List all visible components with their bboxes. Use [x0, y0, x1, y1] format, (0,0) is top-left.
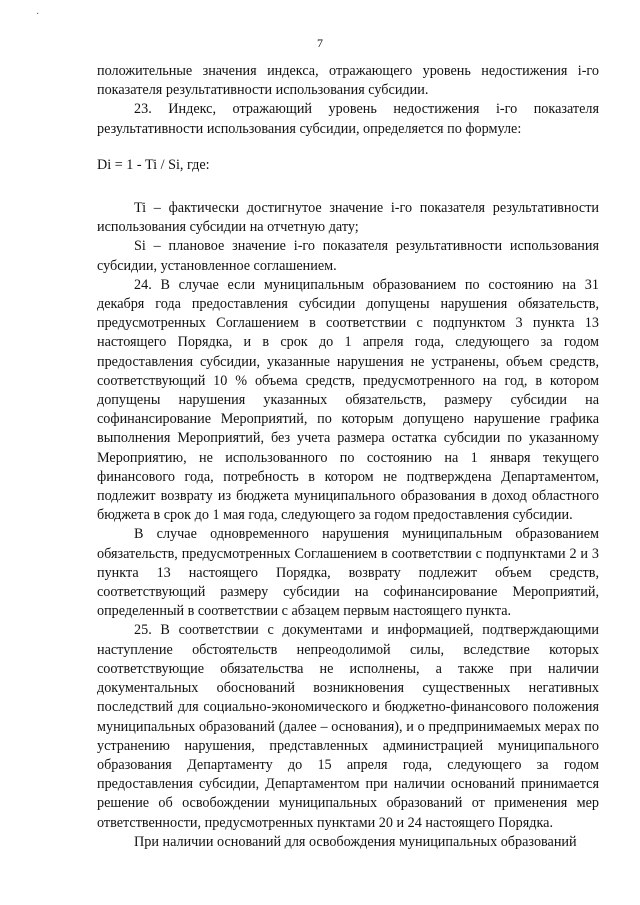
paragraph-24: 24. В случае если муниципальным образованием по состоянию на 31 декабря года предоставления субсидии допущены нарушения обязательств, предусмотренных Соглашением в соответствии с подпунктом 3 пункта 13 настоящего Порядка, и в срок до 1 апреля года, следующего за годом предоставления субсидии, указанные нарушения не устранены, объем средств, соответствующий 10 % объема средств, предусмотренного на год, в котором допущены нарушения указанных обязательств, размеру субсидии на софинансирование Мероприятий, по которым допущено нарушение графика выполнения Мероприятий, без учета размера остатка субсидии по указанному Мероприятию, не использованного по состоянию на 1 января текущего финансового года, потребность в котором не подтверждена Департаментом, подлежит возврату из бюджета муниципального образования в доход областного бюджета в срок до 1 мая года, следующего за годом предоставления субсидии.	[97, 276, 599, 524]
corner-mark: ·	[36, 9, 40, 20]
paragraph-23: 23. Индекс, отражающий уровень недостижения i-го показателя результативности использования субсидии, определяется по формуле:	[97, 101, 599, 137]
formula: Di = 1 - Ti / Si, где:	[97, 156, 210, 173]
definition-ti: Ti – фактически достигнутое значение i-го показателя результативности использования субсидии на отчетную дату;	[97, 200, 599, 236]
page-number: 7	[317, 36, 323, 50]
paragraph-continuation: положительные значения индекса, отражающего уровень недостижения i-го показателя результативности использования субсидии.	[97, 63, 599, 99]
paragraph-24-second: В случае одновременного нарушения муниципальным образованием обязательств, предусмотренных Соглашением в соответствии с подпунктами 2 и 3 пункта 13 настоящего Порядка, возврату подлежит объем средств, соответствующий размеру субсидии на софинансирование Мероприятий, определенный в соответствии с абзацем первым настоящего пункта.	[97, 526, 599, 620]
definition-si: Si – плановое значение i-го показателя результативности использования субсидии, установленное соглашением.	[97, 238, 599, 274]
paragraph-25-second: При наличии оснований для освобождения муниципальных образований	[134, 833, 577, 850]
document-body	[97, 62, 599, 852]
paragraph-25: 25. В соответствии с документами и информацией, подтверждающими наступление обстоятельств непреодолимой силы, вследствие которых соответствующие обязательства не исполнены, а также при наличии документальных обоснований возникновения существенных негативных последствий для социально-экономического и бюджетно-финансового положения муниципальных образований (далее – основания), и о предпринимаемых мерах по устранению нарушения, представленных администрацией муниципального образования Департаменту до 15 апреля года, следующего за годом предоставления субсидии, Департаментом при наличии оснований принимается решение об освобождении муниципальных образований от применения мер ответственности, предусмотренных пунктами 20 и 24 настоящего Порядка.	[97, 622, 599, 831]
